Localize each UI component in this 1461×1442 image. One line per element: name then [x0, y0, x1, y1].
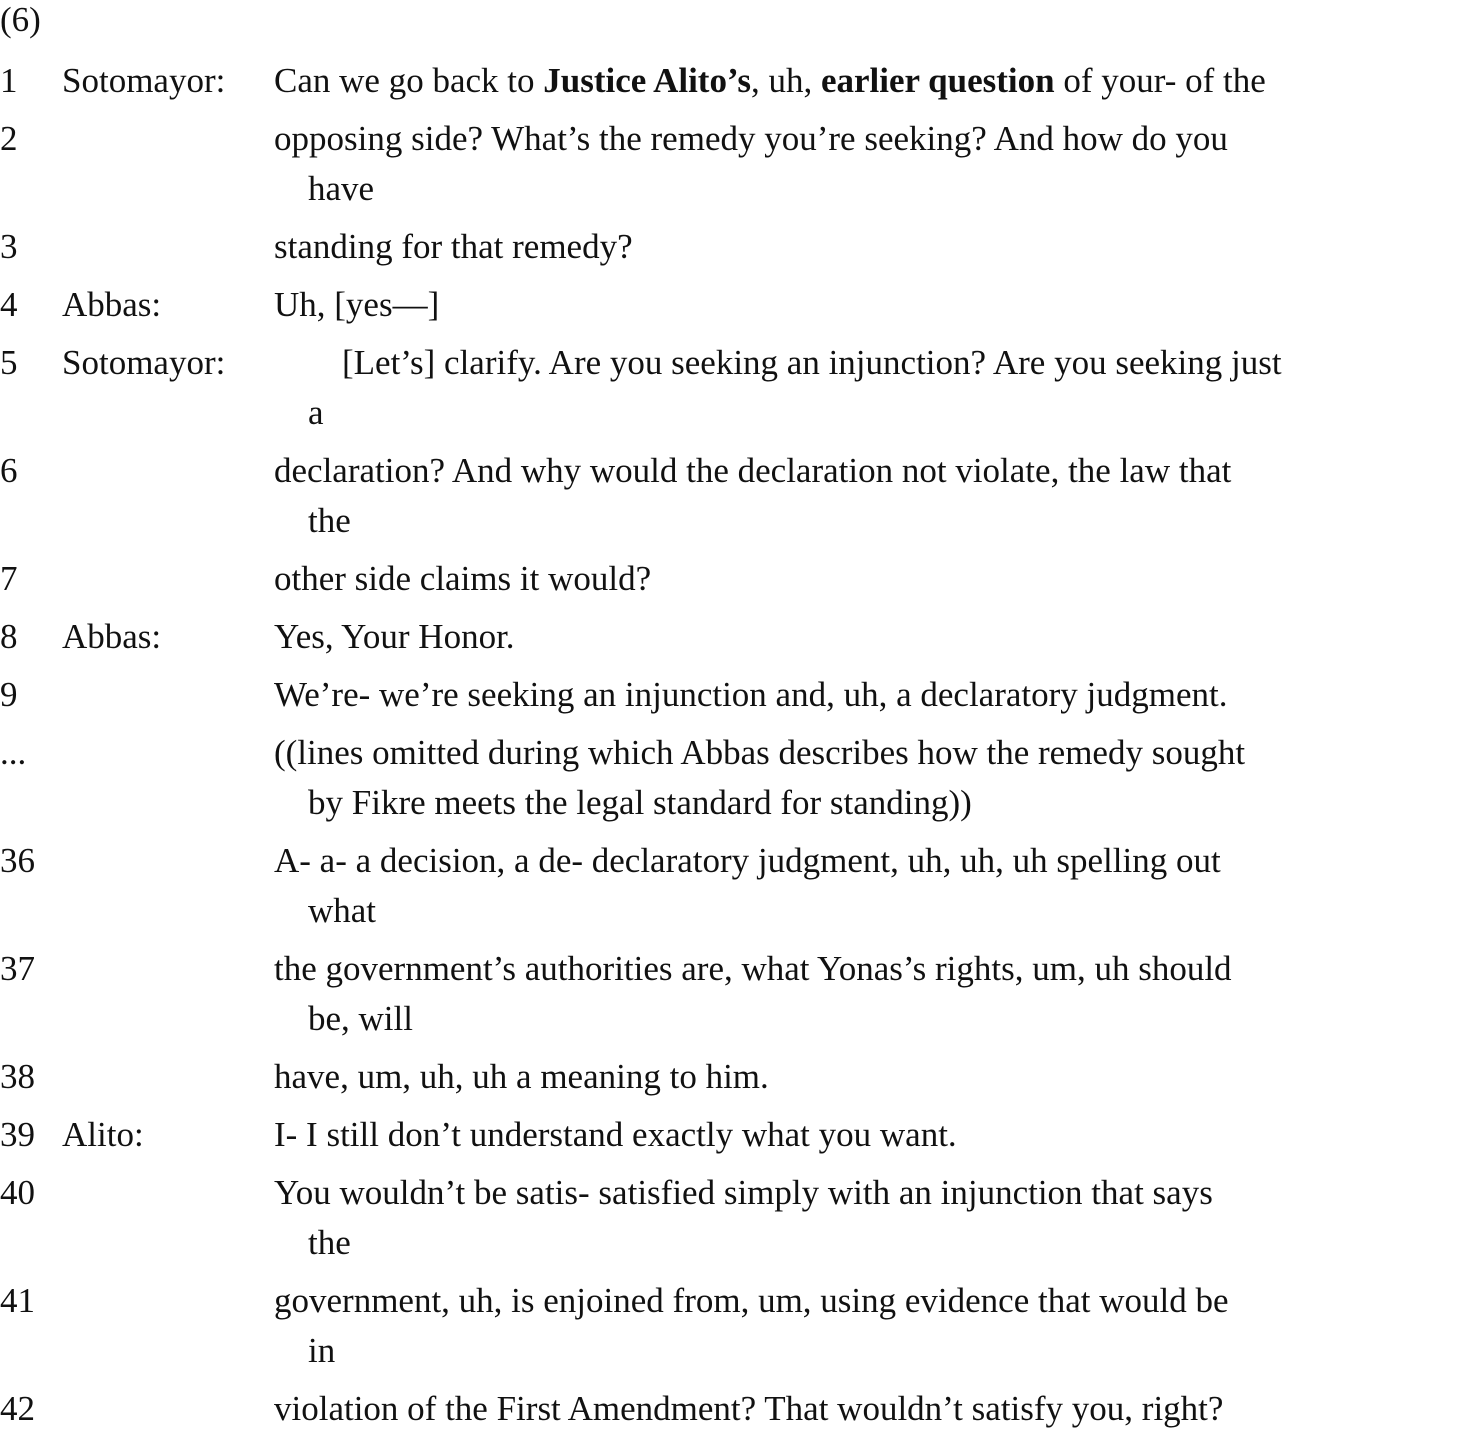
utterance-continuation: by Fikre meets the legal standard for standing)) — [308, 783, 972, 822]
utterance-text — [274, 836, 1461, 936]
utterance-segment: of your- of the — [1054, 61, 1266, 100]
utterance-text — [274, 728, 1461, 828]
utterance-main: standing for that remedy? — [274, 227, 633, 266]
utterance-main: government, uh, is enjoined from, um, using evidence that would be — [274, 1281, 1229, 1320]
utterance-text — [274, 1276, 1461, 1376]
utterance-main: the government’s authorities are, what Yonas’s rights, um, uh should — [274, 949, 1232, 988]
speaker-label: Sotomayor: — [62, 61, 226, 100]
utterance-text — [274, 56, 1461, 106]
speaker-label: Abbas: — [62, 285, 162, 324]
utterance-continuation: the — [308, 501, 351, 540]
line-number: 2 — [0, 119, 18, 158]
emphasis-segment: earlier question — [820, 61, 1055, 100]
transcript-line — [0, 446, 1461, 546]
transcript-line — [0, 338, 1461, 438]
line-number: 42 — [0, 1389, 35, 1428]
line-number: 36 — [0, 841, 35, 880]
speaker-label: Alito: — [62, 1115, 144, 1154]
line-number: 7 — [0, 559, 18, 598]
line-number: 41 — [0, 1281, 35, 1320]
line-number: 39 — [0, 1115, 35, 1154]
line-number: 9 — [0, 675, 18, 714]
line-number: 3 — [0, 227, 18, 266]
transcript-line — [0, 554, 1461, 604]
utterance-continuation: in — [308, 1331, 336, 1370]
line-number: 5 — [0, 343, 18, 382]
transcript-line — [0, 836, 1461, 936]
utterance-main: We’re- we’re seeking an injunction and, uh, a declaratory judgment. — [274, 675, 1228, 714]
utterance-continuation: the — [308, 1223, 351, 1262]
transcript-line — [0, 1384, 1461, 1434]
speaker-label: Sotomayor: — [62, 343, 226, 382]
utterance-main: violation of the First Amendment? That wouldn’t satisfy you, right? — [274, 1389, 1224, 1428]
transcript-line — [0, 56, 1461, 106]
utterance-text — [274, 1110, 1461, 1160]
transcript-line — [0, 114, 1461, 214]
utterance-continuation: a — [308, 393, 324, 432]
utterance-text — [274, 612, 1461, 662]
utterance-continuation: what — [308, 891, 377, 930]
utterance-text — [274, 338, 1461, 438]
utterance-text — [274, 280, 1461, 330]
utterance-segment: , uh, — [750, 61, 821, 100]
utterance-text — [274, 944, 1461, 1044]
transcript — [0, 56, 1461, 1442]
line-number: 6 — [0, 451, 18, 490]
utterance-main: Uh, [yes—] — [274, 285, 440, 324]
transcript-line — [0, 1276, 1461, 1376]
utterance-text — [274, 554, 1461, 604]
utterance-main: I- I still don’t understand exactly what you want. — [274, 1115, 957, 1154]
utterance-main: other side claims it would? — [274, 559, 652, 598]
utterance-segment: Can we go back to — [274, 61, 544, 100]
line-number: 37 — [0, 949, 35, 988]
line-number: 40 — [0, 1173, 35, 1212]
utterance-continuation: be, will — [308, 999, 413, 1038]
utterance-main: A- a- a decision, a de- declaratory judgment, uh, uh, uh spelling out — [274, 841, 1221, 880]
transcript-line — [0, 1110, 1461, 1160]
utterance-text — [274, 222, 1461, 272]
utterance-continuation: have — [308, 169, 375, 208]
utterance-main: Yes, Your Honor. — [274, 617, 515, 656]
line-number: 8 — [0, 617, 18, 656]
utterance-main: have, um, uh, uh a meaning to him. — [274, 1057, 769, 1096]
transcript-line — [0, 222, 1461, 272]
transcript-line — [0, 1168, 1461, 1268]
utterance-text — [274, 1168, 1461, 1268]
emphasis-segment: Justice Alito’s — [543, 61, 751, 100]
line-number: 4 — [0, 285, 18, 324]
utterance-main: opposing side? What’s the remedy you’re seeking? And how do you — [274, 119, 1228, 158]
utterance-text — [274, 446, 1461, 546]
line-number: 1 — [0, 61, 18, 100]
transcript-line — [0, 670, 1461, 720]
transcript-line — [0, 728, 1461, 828]
speaker-label: Abbas: — [62, 617, 162, 656]
example-number: (6) — [0, 0, 41, 39]
utterance-main: declaration? And why would the declaration not violate, the law that — [274, 451, 1232, 490]
transcript-line — [0, 944, 1461, 1044]
transcript-line — [0, 280, 1461, 330]
utterance-main: ((lines omitted during which Abbas describes how the remedy sought — [274, 733, 1246, 772]
line-number: ... — [0, 733, 27, 772]
utterance-text — [274, 1052, 1461, 1102]
line-number: 38 — [0, 1057, 35, 1096]
utterance-main: [Let’s] clarify. Are you seeking an injunction? Are you seeking just — [342, 343, 1282, 382]
transcript-line — [0, 1052, 1461, 1102]
utterance-text — [274, 1384, 1461, 1434]
utterance-text — [274, 670, 1461, 720]
transcript-line — [0, 612, 1461, 662]
utterance-text — [274, 114, 1461, 214]
utterance-main: You wouldn’t be satis- satisfied simply with an injunction that says — [274, 1173, 1213, 1212]
